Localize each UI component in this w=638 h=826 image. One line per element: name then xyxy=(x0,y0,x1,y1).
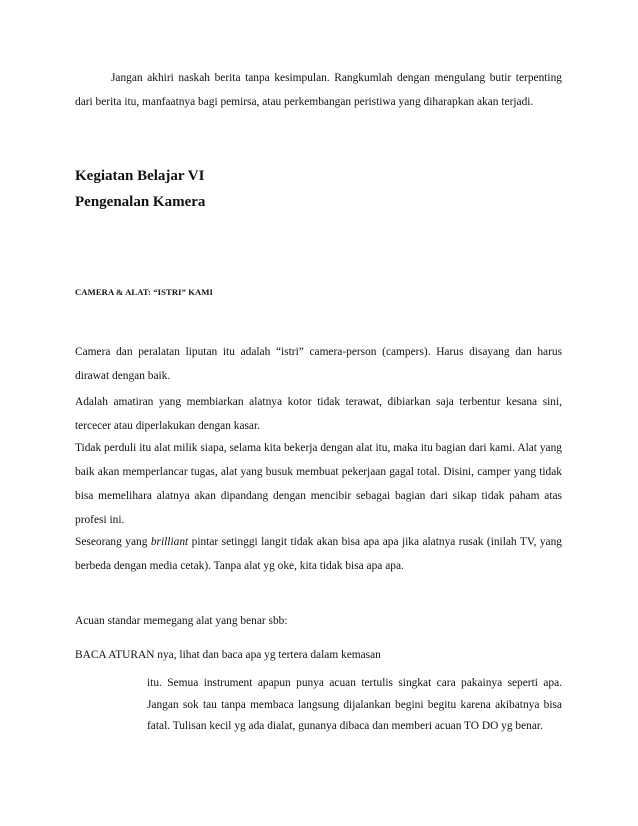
paragraph-amateur: Adalah amatiran yang membiarkan alatnya kotor tidak terawat, dibiarkan saja terbentur kesana sini, tercecer atau diperlakukan dengan kasar. xyxy=(75,396,562,432)
paragraph-brilliant-post: pintar setinggi langit tidak akan bisa apa apa jika alatnya rusak (inilah TV, yang berbeda dengan media cetak). Tanpa alat yg oke, kita tidak bisa apa apa. xyxy=(75,536,563,572)
chapter-subheading: Pengenalan Kamera xyxy=(75,194,206,210)
intro-paragraph: Jangan akhiri naskah berita tanpa kesimpulan. Rangkumlah dengan mengulang butir terpenting dari berita itu, manfaatnya bagi pemirsa, atau perkembangan peristiwa yang diharapkan akan terjadi. xyxy=(75,72,562,108)
paragraph-ownership: Tidak perduli itu alat milik siapa, selama kita bekerja dengan alat itu, maka itu bagian dari kami. Alat yang baik akan memperlancar tugas, alat yang busuk membuat pekerjaan gagal total. Disini, camper yang tidak bisa memelihara alatnya akan dipandang dengan mencibir sebagai bagian dari sikap tidak paham atas profesi ini. xyxy=(75,442,562,526)
paragraph-camera-wife: Camera dan peralatan liputan itu adalah “istri” camera-person (campers). Harus disayang dan harus dirawat dengan baik. xyxy=(75,346,562,382)
chapter-heading: Kegiatan Belajar VI xyxy=(75,168,205,184)
paragraph-brilliant-emphasis: brilliant xyxy=(150,536,189,548)
paragraph-brilliant-pre: Seseorang yang xyxy=(75,536,151,548)
section-title: CAMERA & ALAT: “ISTRI” KAMI xyxy=(75,287,213,297)
rule-read-instructions: BACA ATURAN nya, lihat dan baca apa yg tertera dalam kemasan xyxy=(75,649,381,661)
paragraph-brilliant xyxy=(75,530,562,578)
standard-intro: Acuan standar memegang alat yang benar sbb: xyxy=(75,615,288,627)
rule-read-instructions-detail: itu. Semua instrument apapun punya acuan tertulis singkat cara pakainya seperti apa. Jangan sok tau tanpa membaca langsung dijalankan begini begitu karena akibatnya bisa fatal. Tulisan kecil yg ada dialat, gunanya dibaca dan memberi acuan TO DO yg benar. xyxy=(147,677,562,732)
